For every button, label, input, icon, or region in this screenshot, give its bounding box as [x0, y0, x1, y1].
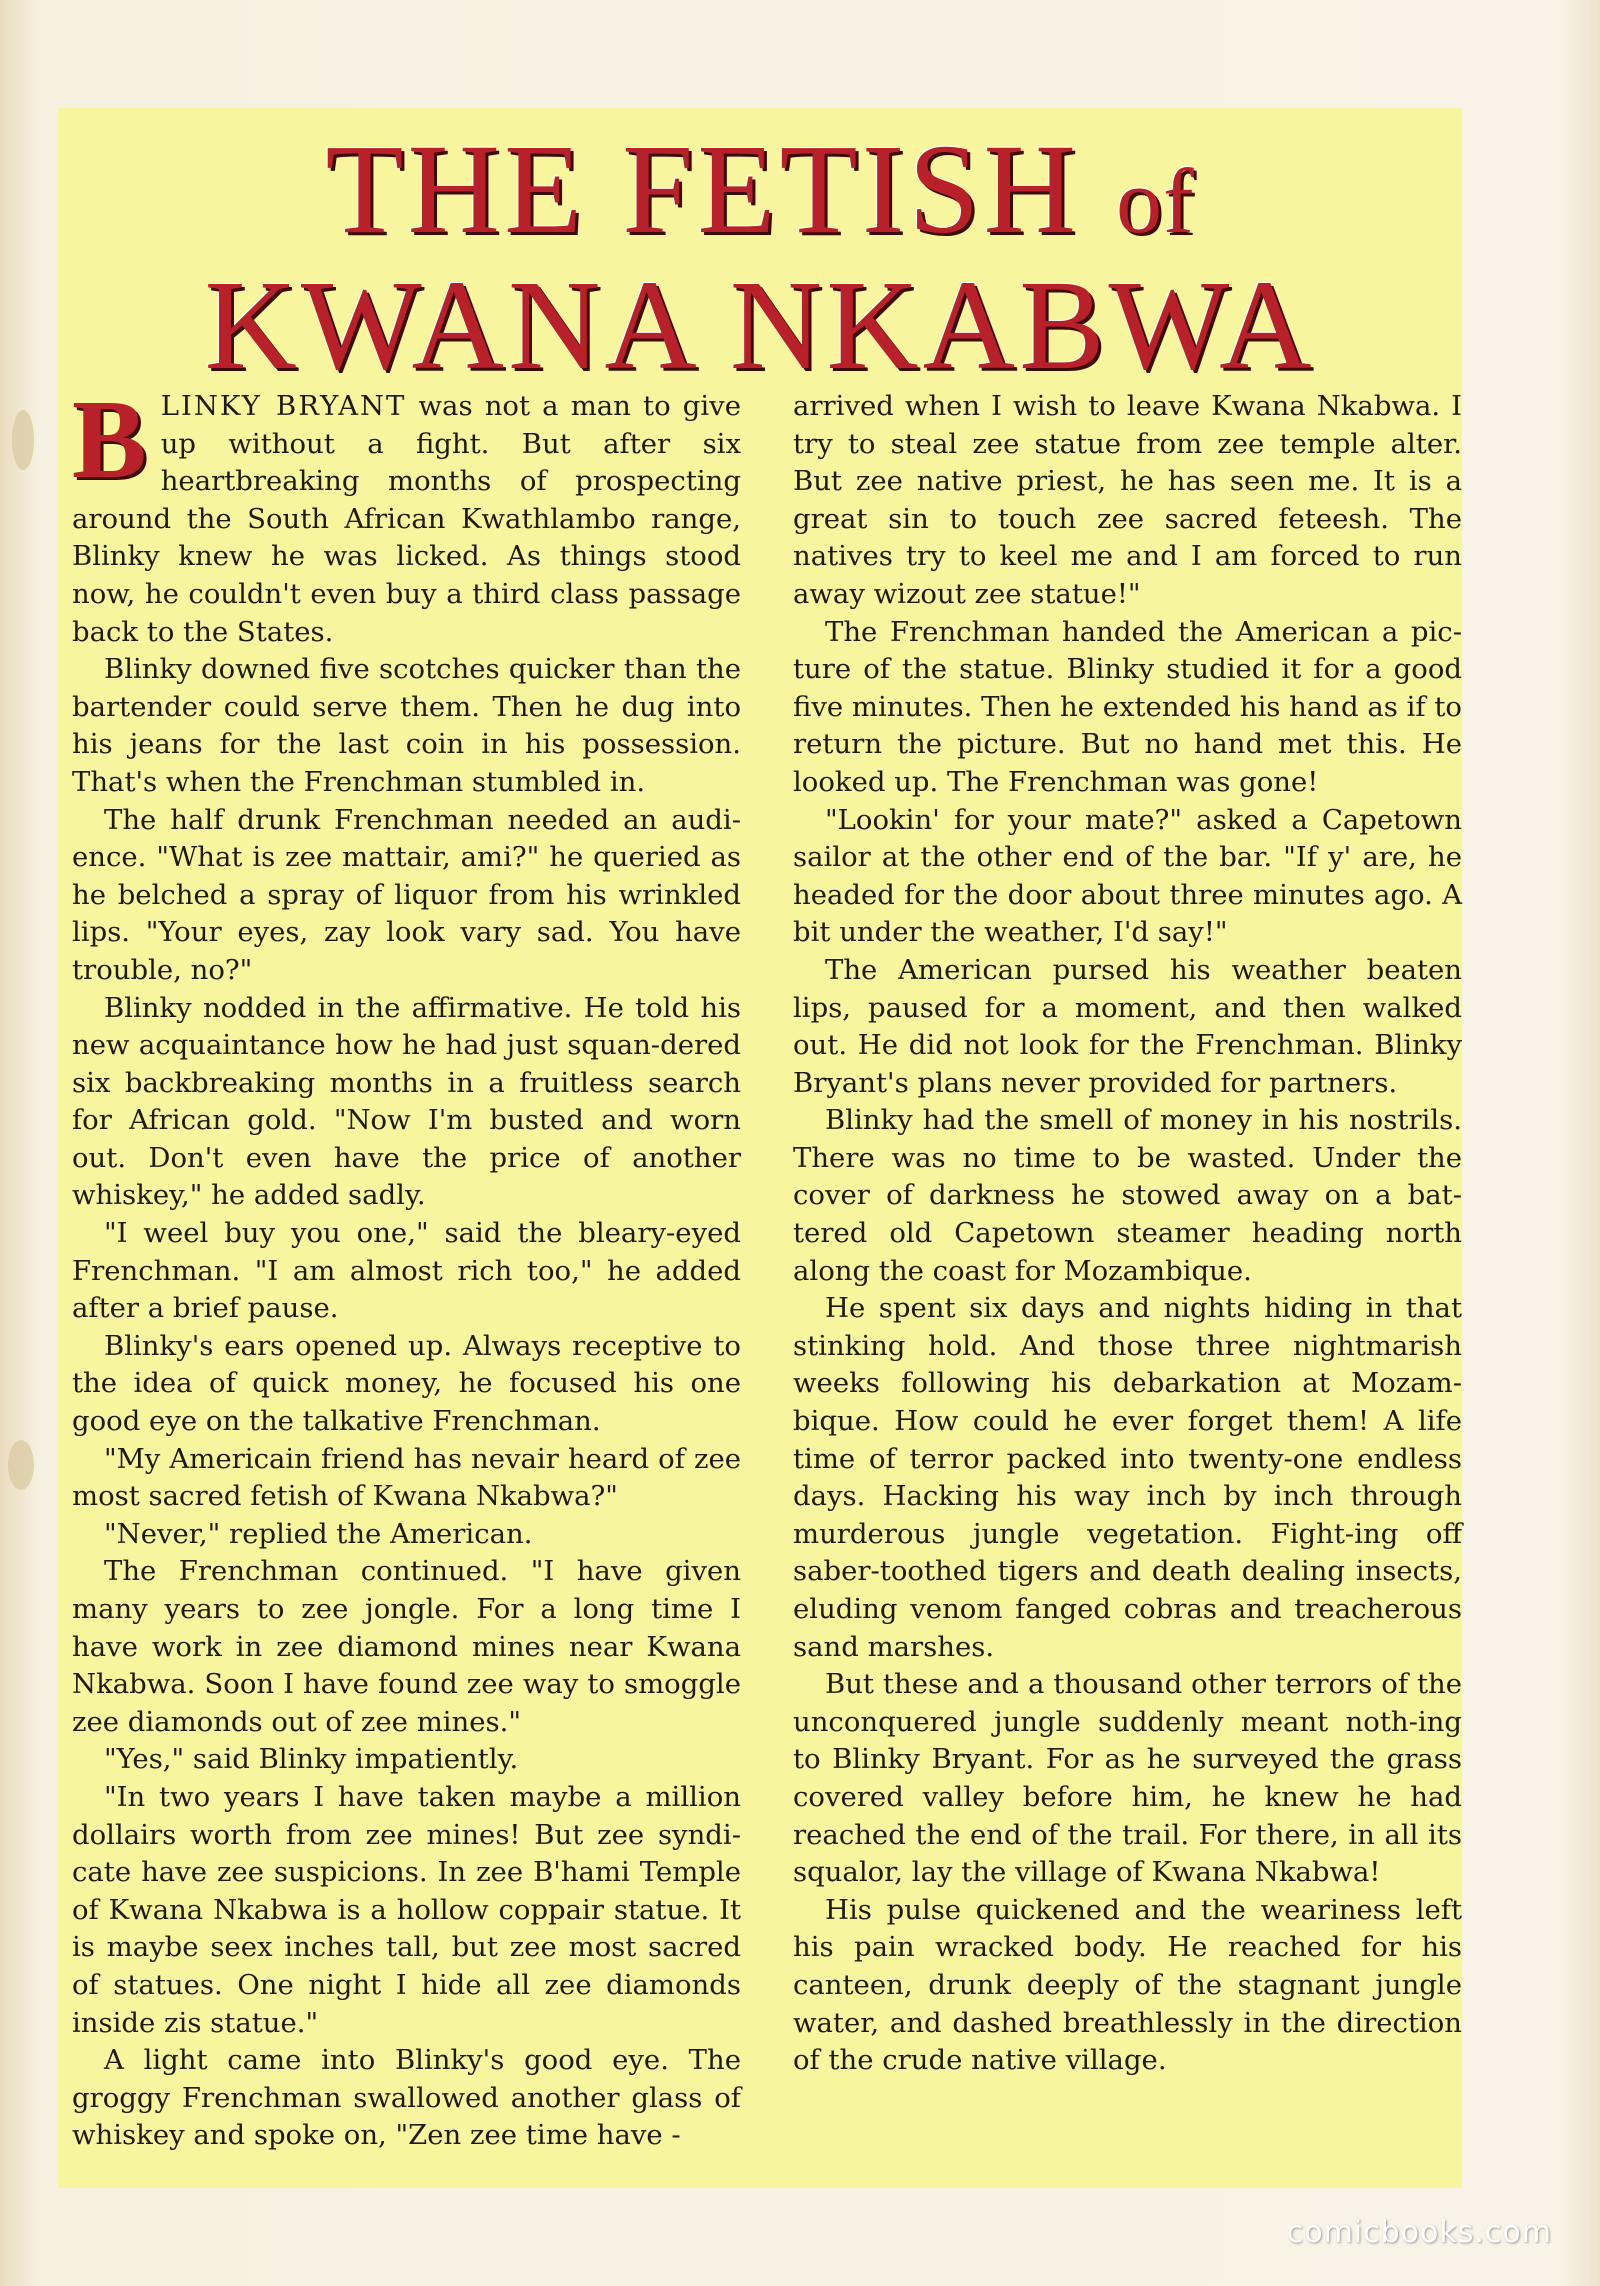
site-watermark: comicbooks.com [1286, 2215, 1552, 2250]
paragraph: arrived when I wish to leave Kwana Nkabwa. I try to steal zee statue from zee temple alter. But zee native priest, he has seen me. It is a great sin to touch zee sacred feteesh. The natives try to keel me and I am forced to run away wizout zee statue!" [793, 390, 1462, 610]
paragraph: Blinky had the smell of money in his nostrils. There was no time to be wasted. Under the cover of darkness he stowed away on a bat-tered old Capetown steamer heading north along the coast for Mozambique. [793, 1104, 1462, 1287]
paragraph: The Frenchman handed the American a pic-ture of the statue. Blinky studied it for a good five minutes. Then he extended his hand as if to return the picture. But no hand met this. He looked up. The Frenchman was gone! [793, 615, 1462, 798]
paragraph: A light came into Blinky's good eye. The groggy Frenchman swallowed another glass of whiskey and spoke on, "Zen zee time have - [72, 2044, 741, 2152]
drop-cap: B [72, 378, 147, 502]
paragraph: "Yes," said Blinky impatiently. [104, 1743, 519, 1776]
column-left [72, 378, 741, 2188]
column-right [793, 388, 1462, 2188]
paragraph: His pulse quickened and the weariness left his pain wracked body. He reached for his canteen, drunk deeply of the stagnant jungle water, and dashed breathlessly in the direction of the crude native village. [793, 1893, 1462, 2077]
title-line-2: KWANA NKABWA [204, 254, 1316, 396]
paragraph: "My Americain friend has nevair heard of zee most sacred fetish of Kwana Nkabwa?" [72, 1442, 741, 1513]
paragraph: "I weel buy you one," said the bleary-eyed Frenchman. "I am almost rich too," he added after a brief pause. [72, 1217, 741, 1325]
paragraph: Blinky's ears opened up. Always receptive to the idea of quick money, he focused his one good eye on the talkative Frenchman. [72, 1329, 741, 1438]
paragraph: Blinky nodded in the affirmative. He told his new acquaintance how he had just squan-dered six backbreaking months in a fruitless search for African gold. "Now I'm busted and worn out. Don't even have the price of another whiskey," he added sadly. [72, 991, 741, 1212]
paragraph: But these and a thousand other terrors of the unconquered jungle suddenly meant noth-ing to Blinky Bryant. For as he surveyed the grass covered valley before him, he knew he had reached the end of the trail. For there, in all its squalor, lay the village of Kwana Nkabwa! [793, 1668, 1462, 1889]
paragraph: The Frenchman continued. "I have given many years to zee jongle. For a long time I have work in zee diamond mines near Kwana Nkabwa. Soon I have found zee way to smoggle zee diamonds out of zee mines." [72, 1555, 741, 1738]
lead-in: LINKY BRYANT [160, 390, 407, 422]
paragraph: Blinky downed five scotches quicker than the bartender could serve them. Then he dug into his jeans for the last coin in his possession. That's when the Frenchman stumbled in. [72, 653, 741, 798]
paragraph: The half drunk Frenchman needed an audi-ence. "What is zee mattair, ami?" he queried as he belched a spray of liquor from his wrinkled lips. "Your eyes, zay look vary sad. You have trouble, no?" [72, 803, 741, 986]
story-title [150, 118, 1370, 396]
paragraph: "In two years I have taken maybe a million dollairs worth from zee mines! But zee syndi-cate have zee suspicions. In zee B'hami Temple of Kwana Nkabwa is a hollow coppair statue. It is maybe seex inches tall, but zee most sacred of statues. One night I hide all zee diamonds inside zis statue." [72, 1780, 741, 2039]
title-line-1: THE FETISH of [325, 118, 1195, 260]
paper-stain [12, 410, 34, 470]
story-body [72, 378, 1462, 2188]
paragraph: "Lookin' for your mate?" asked a Capetown sailor at the other end of the bar. "If y' are, he headed for the door about three minutes ago. A bit under the weather, I'd say!" [793, 803, 1462, 949]
paragraph: "Never," replied the American. [104, 1517, 533, 1550]
paper-stain [8, 1440, 34, 1490]
paragraph: He spent six days and nights hiding in that stinking hold. And those three nightmarish weeks following his debarkation at Mozam-bique. How could he ever forget them! A life time of terror packed into twenty-one endless days. Hacking his way inch by inch through murderous jungle vegetation. Fight-ing off saber-toothed tigers and death dealing insects, eluding venom fanged cobras and treacherous sand marshes. [793, 1292, 1462, 1663]
paragraph: The American pursed his weather beaten lips, paused for a moment, and then walked out. He did not look for the Frenchman. Blinky Bryant's plans never provided for partners. [793, 953, 1462, 1099]
paragraph: BLINKY BRYANT was not a man to give up without a fight. But after six heartbreaking months of prospecting around the South African Kwathlambo range, Blinky knew he was licked. As things stood now, he couldn't even buy a third class passage back to the States. [72, 378, 741, 648]
